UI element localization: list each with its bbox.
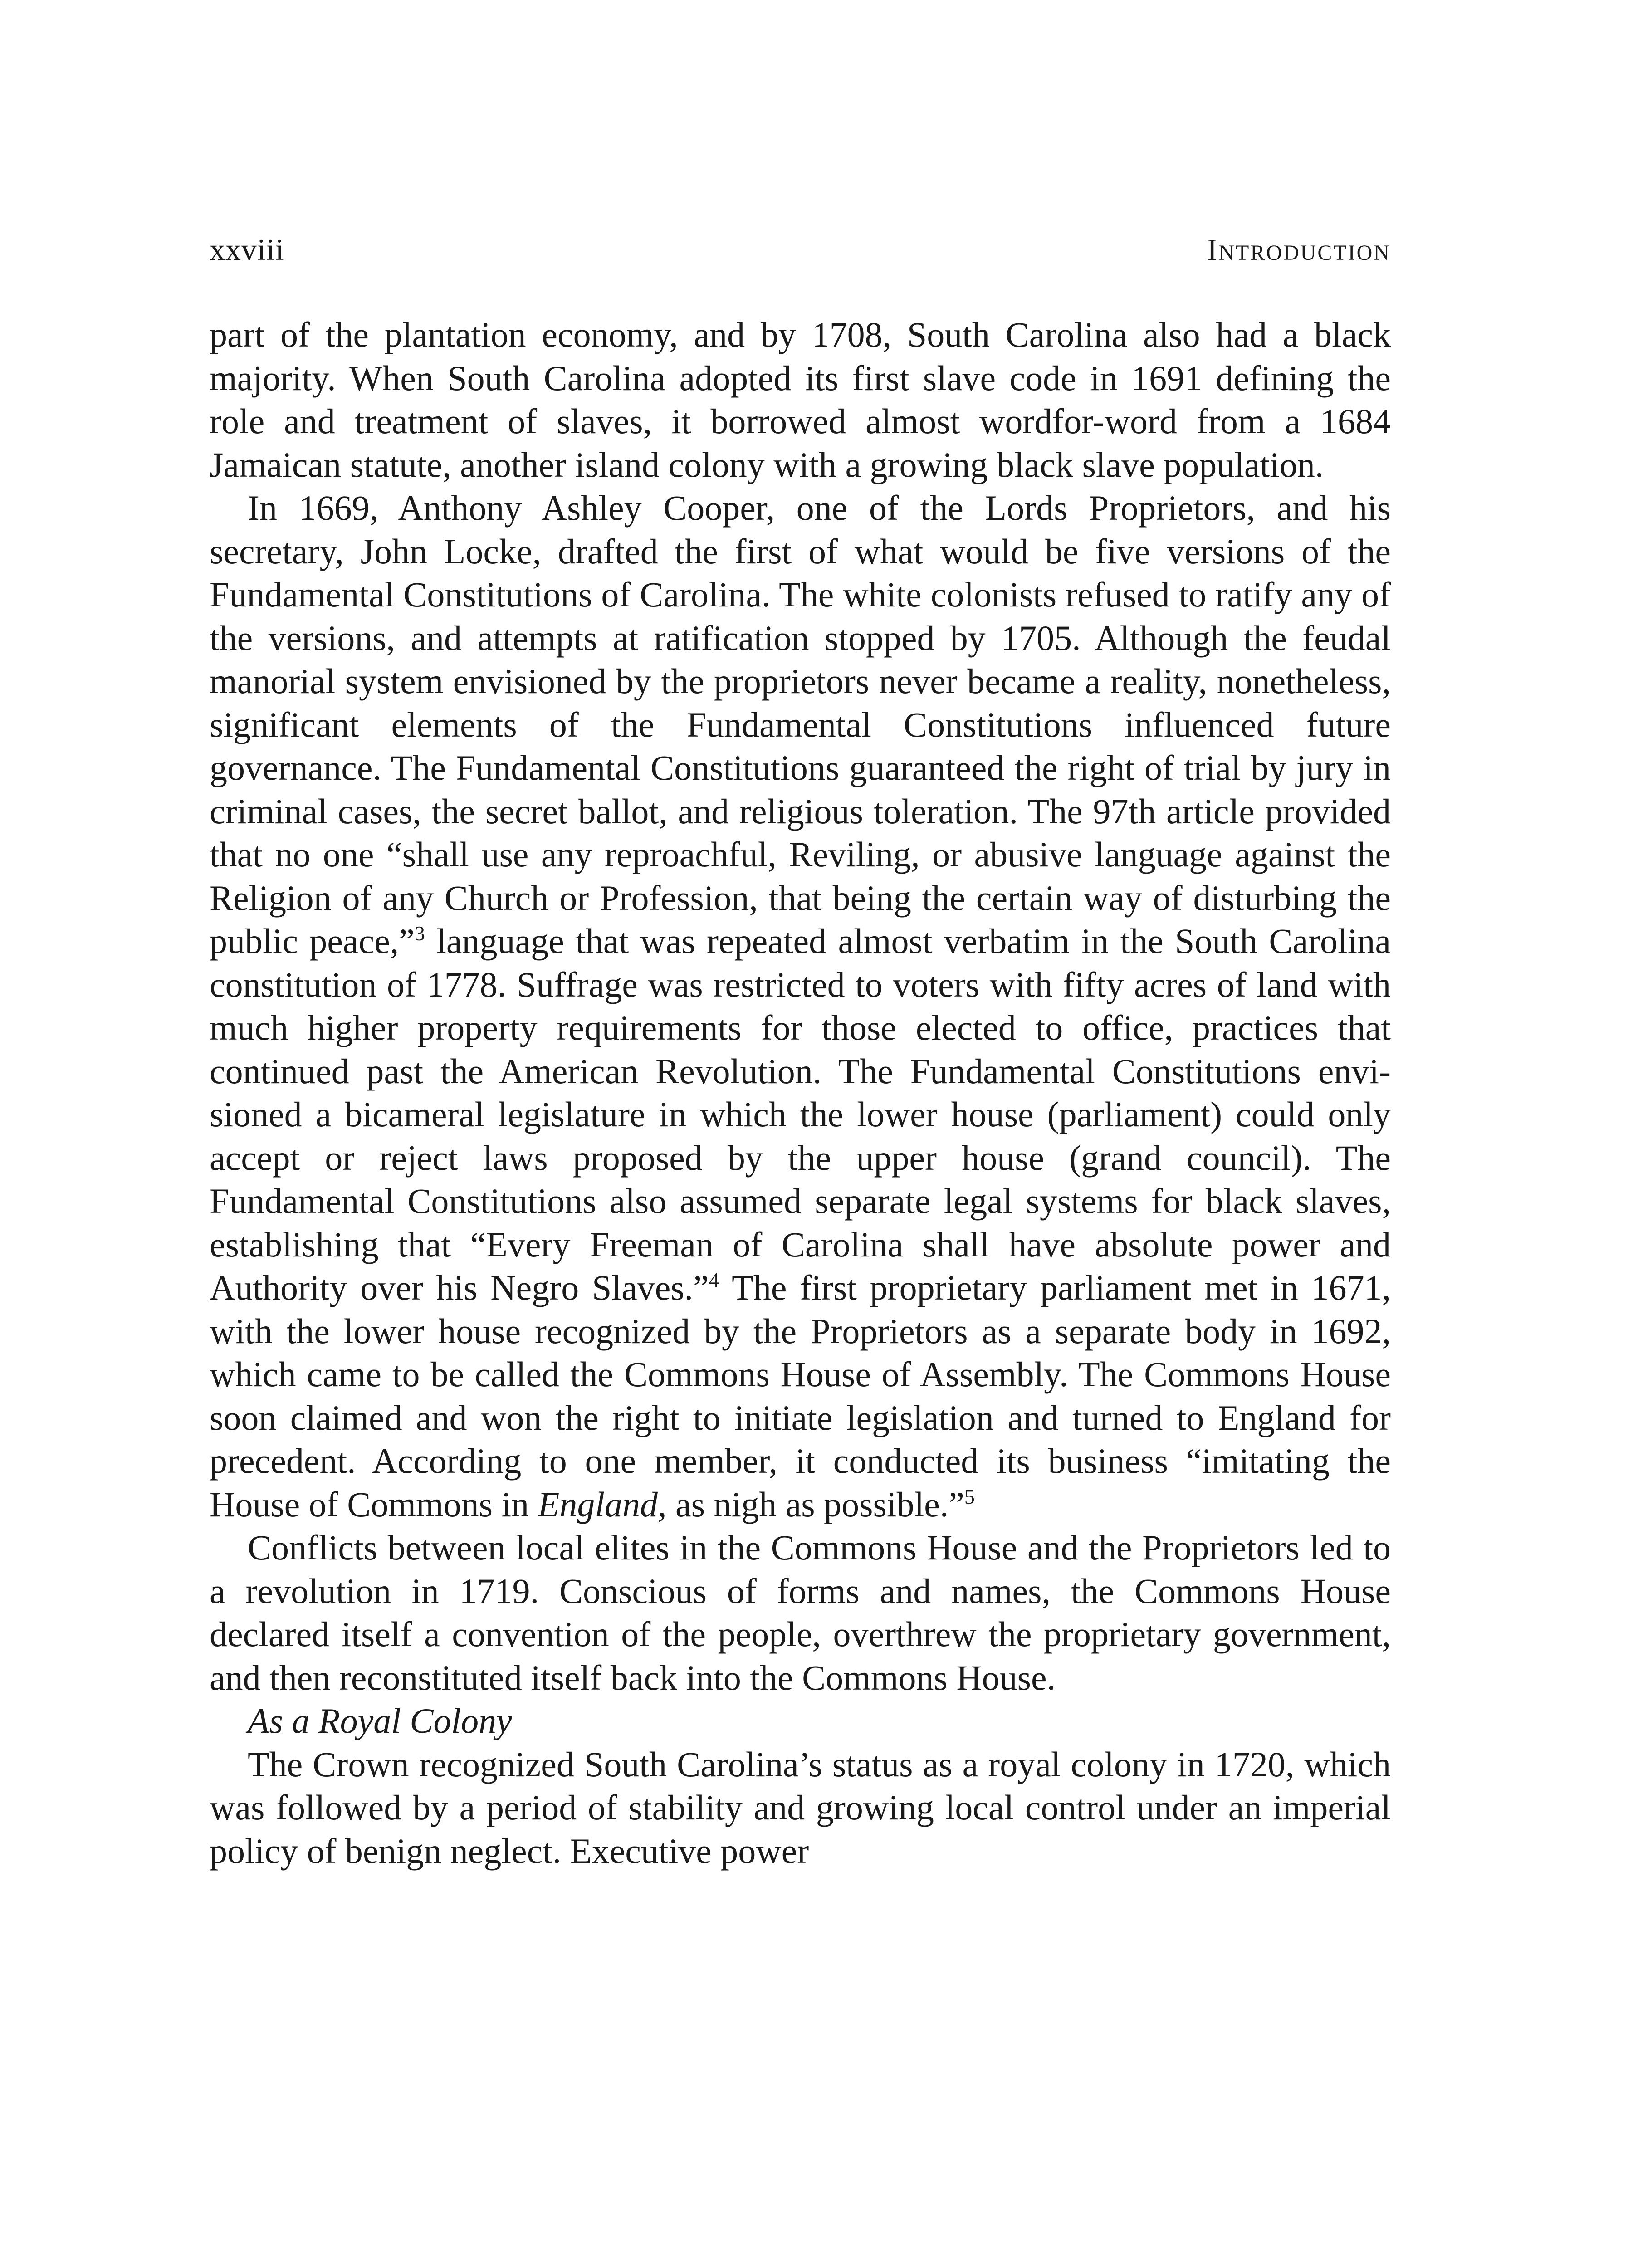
paragraph-segment: The first proprietary parliament met in 1671, with the lower house recognized by the Proprietors as a separate body in 1692, which came to be called the Commons House of Assembly. The Commons House soon claimed and won the right to initiate legislation and turned to England for precedent. According to one member, it conducted its business “imitating the House of Commons in [210,1268,1391,1524]
footnote-ref-5: 5 [964,1485,975,1508]
paragraph-segment: language that was repeated almost verbatim in the South Carolina constitution of 1778. Suffrage was restricted to voters with fifty acres of land with much higher property requirements for those elected to office, practices that continued past the American Revolution. The Fundamental Constitutions envisioned a bicameral legislature in which the lower house (parliament) could only accept or reject laws proposed by the upper house (grand council). The Fundamental Constitutions also assumed separate legal systems for black slaves, establishing that “Every Freeman of Carolina shall have absolute power and Authority over his Negro Slaves.” [210,921,1391,1307]
body-text [210,313,1391,1872]
section-subheading: As a Royal Colony [248,1701,512,1740]
footnote-ref-4: 4 [709,1268,719,1291]
paragraph-continuation: part of the plantation economy, and by 1708, South Carolina also had a black majority. When South Carolina adopted its first slave code in 1691 defining the role and treatment of slaves, it borrowed almost wordfor-word from a 1684 Jamaican statute, another island colony with a growing black slave population. [210,315,1391,484]
footnote-ref-3: 3 [414,922,425,945]
running-head [210,229,1391,270]
page-number: xxviii [210,232,284,267]
paragraph-segment: In 1669, Anthony Ashley Cooper, one of the Lords Proprietors, and his secretary, John Locke, drafted the first of what would be five versions of the Fundamental Constitutions of Carolina. The white colonists refused to ratify any of the versions, and attempts at ratification stopped by 1705. Although the feudal manorial system envisioned by the proprietors never became a reality, nonetheless, significant elements of the Fundamental Constitutions influenced future governance. The Fundamental Constitutions guaranteed the right of trial by jury in criminal cases, the secret ballot, and religious toleration. The 97th article provided that no one “shall use any reproachful, Reviling, or abusive language against the Religion of any Church or Profession, that being the certain way of disturbing the public peace,” [210,488,1391,961]
italic-term: England [538,1484,658,1524]
paragraph-royal-colony: The Crown recognized South Carolina’s status as a royal colony in 1720, which was followed by a period of stability and growing local control under an imperial policy of benign neglect. Executive power [210,1744,1391,1871]
paragraph-revolution: Conflicts between local elites in the Commons House and the Proprietors led to a revolution in 1719. Conscious of forms and names, the Commons House declared itself a convention of the people, overthrew the proprietary government, and then reconstituted itself back into the Commons House. [210,1528,1391,1697]
section-title: Introduction [1207,232,1391,267]
paragraph-segment: , as nigh as possible.” [658,1484,964,1524]
paragraph-fundamental-constitutions [210,486,1391,1526]
